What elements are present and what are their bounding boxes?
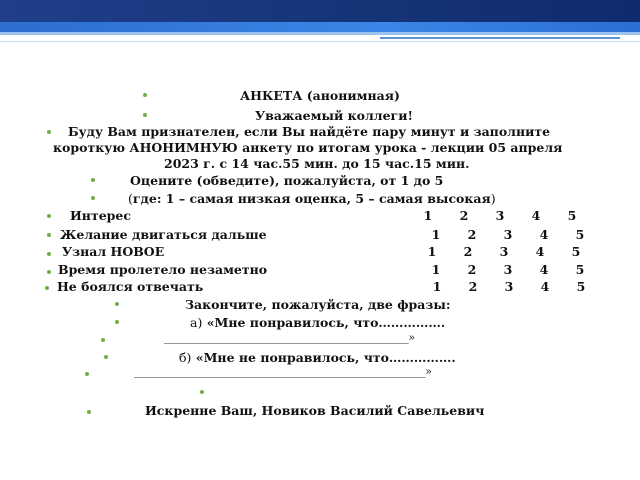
scale-note-text: где: 1 – самая низкая оценка, 5 – самая высокая: [132, 191, 491, 206]
bullet-icon: [87, 410, 91, 414]
criterion-label: Узнал НОВОЕ: [62, 244, 165, 259]
bullet-icon: [47, 130, 51, 134]
scale-note-close: ): [490, 191, 496, 206]
score-option[interactable]: 2: [467, 227, 477, 242]
bullet-icon: [200, 390, 204, 394]
phrase-b: [179, 350, 456, 365]
bullet-icon: [47, 214, 51, 218]
score-option[interactable]: 1: [423, 208, 433, 223]
bullet-icon: [101, 338, 105, 342]
criterion-scores: [418, 227, 598, 242]
banner-accent-stripe: [380, 37, 620, 39]
score-option[interactable]: 3: [495, 208, 505, 223]
intro-line-2: короткую АНОНИМНУЮ анкету по итогам урока - лекции 05 апреля: [53, 140, 563, 155]
scale-note: [128, 191, 496, 206]
score-option[interactable]: 3: [503, 262, 513, 277]
criterion-label: Интерес: [70, 208, 131, 223]
bullet-icon: [91, 178, 95, 182]
score-option[interactable]: 2: [459, 208, 469, 223]
survey-title: АНКЕТА (анонимная): [240, 88, 400, 103]
score-option[interactable]: 1: [431, 227, 441, 242]
bullet-icon: [91, 196, 95, 200]
scale-note-open: (: [128, 191, 133, 206]
intro-line-3: 2023 г. с 14 час.55 мин. до 15 час.15 мин.: [164, 156, 470, 171]
score-option[interactable]: 3: [504, 279, 514, 294]
criterion-scores: [418, 262, 598, 277]
criterion-label: Не боялся отвечать: [57, 279, 204, 294]
banner-light-band: [0, 32, 640, 35]
criterion-scores: [414, 244, 594, 259]
score-option[interactable]: 1: [427, 244, 437, 259]
phrase-b-prefix: б): [179, 350, 192, 365]
finish-prompt: Закончите, пожалуйста, две фразы:: [185, 297, 451, 312]
bullet-icon: [45, 286, 49, 290]
header-banner: [0, 0, 640, 48]
score-option[interactable]: 5: [576, 279, 586, 294]
score-option[interactable]: 3: [503, 227, 513, 242]
phrase-a: [190, 315, 445, 330]
criterion-label: Время пролетело незаметно: [58, 262, 268, 277]
bullet-icon: [143, 113, 147, 117]
rate-instruction: Оцените (обведите), пожалуйста, от 1 до 5: [130, 173, 444, 188]
phrase-a-prefix: а): [190, 315, 203, 330]
greeting: Уважаемый коллеги!: [255, 108, 413, 123]
criterion-scores: [419, 279, 599, 294]
score-option[interactable]: 4: [539, 262, 549, 277]
score-option[interactable]: 5: [571, 244, 581, 259]
bullet-icon: [47, 233, 51, 237]
criterion-scores: [410, 208, 590, 223]
bullet-icon: [47, 270, 51, 274]
phrase-b-text: «Мне не понравилось, что…………….: [195, 350, 456, 365]
score-option[interactable]: 2: [467, 262, 477, 277]
banner-thin-stripe: [0, 41, 640, 42]
bullet-icon: [115, 302, 119, 306]
phrase-a-blank-line[interactable]: _______________________________________________»: [164, 331, 415, 344]
bullet-icon: [47, 252, 51, 256]
phrase-a-text: «Мне понравилось, что…………….: [206, 315, 446, 330]
bullet-icon: [85, 372, 89, 376]
signature: Искренне Ваш, Новиков Василий Савельевич: [145, 403, 485, 418]
score-option[interactable]: 5: [575, 262, 585, 277]
banner-dark-band: [0, 0, 640, 22]
score-option[interactable]: 2: [463, 244, 473, 259]
score-option[interactable]: 3: [499, 244, 509, 259]
bullet-icon: [115, 320, 119, 324]
bullet-icon: [104, 355, 108, 359]
score-option[interactable]: 4: [535, 244, 545, 259]
score-option[interactable]: 5: [575, 227, 585, 242]
score-option[interactable]: 4: [540, 279, 550, 294]
score-option[interactable]: 4: [539, 227, 549, 242]
criterion-label: Желание двигаться дальше: [60, 227, 267, 242]
intro-line-1: Буду Вам признателен, если Вы найдёте пару минут и заполните: [68, 124, 551, 139]
score-option[interactable]: 2: [468, 279, 478, 294]
bullet-icon: [143, 93, 147, 97]
score-option[interactable]: 4: [531, 208, 541, 223]
score-option[interactable]: 5: [567, 208, 577, 223]
phrase-b-blank-line[interactable]: ________________________________________________________»: [134, 365, 432, 378]
banner-mid-band: [0, 22, 640, 32]
score-option[interactable]: 1: [431, 262, 441, 277]
score-option[interactable]: 1: [432, 279, 442, 294]
